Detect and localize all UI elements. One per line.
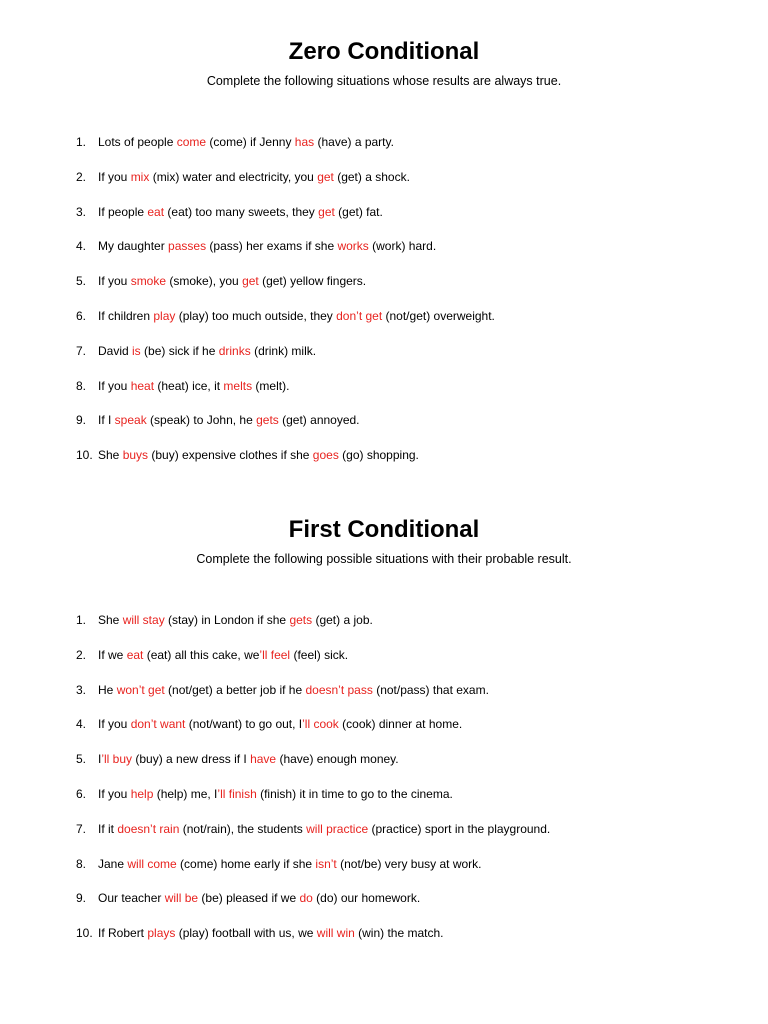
exercise-item [76,856,482,872]
sentence-text: (mix) water and electricity, you [149,169,318,184]
sentence-text: (come) home early if she [176,856,316,871]
exercise-item [76,343,316,359]
answer-text: ’ll feel [259,647,291,662]
exercise-item [76,204,383,220]
answer-text: will be [164,891,199,906]
answer-text: passes [168,239,207,254]
answer-text: get [242,274,259,289]
item-number: 8. [76,856,87,871]
item-number: 7. [76,821,87,836]
item-number: 7. [76,343,87,358]
item-number: 5. [76,274,87,289]
item-number: 8. [76,378,87,393]
sentence-text: If you [98,169,131,184]
sentence-text: If children [98,309,154,323]
sentence-text: (come) if Jenny [206,135,295,149]
sentence-text: (not/get) overweight. [382,309,495,323]
sentence-text: (get) a shock. [333,169,410,184]
answer-text: ’ll cook [302,717,339,732]
sentence-text: (eat) too many sweets, they [164,204,319,219]
sentence-text: If you [98,787,131,801]
answer-text: come [176,135,207,149]
answer-text: isn’t [315,856,337,871]
sentence-text: (be) sick if he [140,343,219,358]
answer-text: melts [223,378,253,393]
sentence-text: (not/pass) that exam. [372,682,489,697]
exercise-item [76,308,495,324]
exercise-item [76,238,436,254]
answer-text: will come [127,856,177,871]
sentence-text: If people [98,204,148,219]
answer-text: buys [122,448,149,463]
item-number: 2. [76,647,87,662]
answer-text: plays [147,926,176,941]
exercise-item [76,273,366,289]
answer-text: heat [130,378,155,393]
exercise-item [76,447,419,463]
sentence-text: If we [98,647,127,662]
exercise-item [76,134,394,150]
exercise-item [76,647,348,663]
sentence-text: If it [98,821,118,836]
answer-text: goes [312,448,339,463]
sentence-text: (win) the match. [354,926,444,941]
exercise-item [76,821,550,837]
first-conditional-section [0,516,768,941]
answer-text: is [132,343,141,358]
sentence-text: My daughter [98,239,169,254]
sentence-text: (have) a party. [314,135,394,149]
sentence-text: (finish) it in time to go to the cinema. [256,787,453,801]
answer-text: ’ll finish [217,787,257,801]
sentence-text: (get) a job. [312,613,373,627]
answer-text: has [294,135,315,149]
sentence-text: (practice) sport in the playground. [368,821,551,836]
answer-text: help [130,787,154,801]
answer-text: eat [147,204,165,219]
sentence-text: If I [98,413,115,428]
sentence-text: I [98,752,102,767]
section-title: First Conditional [288,516,480,543]
section-instruction: Complete the following possible situations with their probable result. [196,552,572,566]
answer-text: speak [114,413,147,428]
answer-text: won’t get [116,682,165,697]
item-number: 6. [76,787,87,801]
sentence-text: If you [98,717,131,732]
item-number: 3. [76,204,87,219]
sentence-text: (not/rain), the students [179,821,307,836]
item-number: 2. [76,169,87,184]
answer-text: smoke [130,274,167,289]
sentence-text: If you [98,378,131,393]
sentence-text: (feel) sick. [290,647,349,662]
exercise-item [76,412,360,428]
answer-text: doesn’t rain [117,821,180,836]
sentence-text: (pass) her exams if she [206,239,338,254]
answer-text: don’t get [336,309,383,323]
sentence-text: If you [98,274,131,289]
item-number: 9. [76,413,87,428]
sentence-text: (eat) all this cake, we [143,647,260,662]
sentence-text: (work) hard. [368,239,437,254]
answer-text: drinks [218,343,251,358]
sentence-text: She [98,448,123,463]
section-instruction: Complete the following situations whose results are always true. [206,74,562,88]
answer-text: get [318,204,335,219]
sentence-text: Lots of people [98,135,177,149]
answer-text: eat [126,647,144,662]
sentence-text: (not/be) very busy at work. [336,856,482,871]
sentence-text: (get) fat. [334,204,383,219]
sentence-text: (buy) a new dress if I [132,752,251,767]
exercise-item [76,169,410,185]
sentence-text: (heat) ice, it [154,378,224,393]
sentence-text: (play) too much outside, they [175,309,337,323]
item-number: 4. [76,239,87,254]
sentence-text: He [98,682,117,697]
answer-text: will stay [122,613,165,627]
sentence-text: (go) shopping. [338,448,419,463]
answer-text: will practice [306,821,369,836]
exercise-item [76,786,453,802]
item-number: 10. [76,448,93,463]
section-title: Zero Conditional [288,38,480,65]
sentence-text: She [98,613,123,627]
sentence-text: (smoke), you [166,274,243,289]
item-number: 5. [76,752,87,767]
exercise-item [76,890,420,906]
answer-text: works [337,239,369,254]
exercise-item [76,612,373,628]
exercise-item [76,682,489,698]
sentence-text: (buy) expensive clothes if she [148,448,313,463]
sentence-text: (not/want) to go out, I [185,717,303,732]
exercise-item [76,716,462,732]
sentence-text: (speak) to John, he [146,413,257,428]
sentence-text: Our teacher [98,891,165,906]
sentence-text: (get) annoyed. [278,413,360,428]
answer-text: gets [289,613,313,627]
exercise-item [76,751,399,767]
item-number: 1. [76,135,87,149]
answer-text: ’ll buy [101,752,133,767]
sentence-text: (stay) in London if she [164,613,290,627]
sentence-text: (get) yellow fingers. [258,274,367,289]
item-number: 3. [76,682,87,697]
sentence-text: (cook) dinner at home. [338,717,463,732]
answer-text: mix [130,169,150,184]
item-number: 9. [76,891,87,906]
answer-text: don’t want [130,717,186,732]
sentence-text: (do) our homework. [312,891,421,906]
item-number: 1. [76,613,87,627]
item-number: 4. [76,717,87,732]
sentence-text: (have) enough money. [276,752,399,767]
sentence-text: (be) pleased if we [198,891,300,906]
answer-text: play [153,309,176,323]
sentence-text: If Robert [98,926,148,941]
exercise-item [76,378,289,394]
answer-text: do [299,891,313,906]
answer-text: doesn’t pass [305,682,373,697]
zero-conditional-section [0,38,768,463]
exercise-item [76,925,444,941]
answer-text: will win [316,926,355,941]
sentence-text: (melt). [252,378,290,393]
sentence-text: (help) me, I [153,787,218,801]
sentence-text: (drink) milk. [250,343,317,358]
sentence-text: David [98,343,133,358]
item-number: 10. [76,926,93,941]
item-number: 6. [76,309,87,323]
answer-text: gets [256,413,279,428]
answer-text: get [317,169,334,184]
sentence-text: (play) football with us, we [175,926,317,941]
sentence-text: Jane [98,856,128,871]
answer-text: have [250,752,277,767]
sentence-text: (not/get) a better job if he [164,682,306,697]
